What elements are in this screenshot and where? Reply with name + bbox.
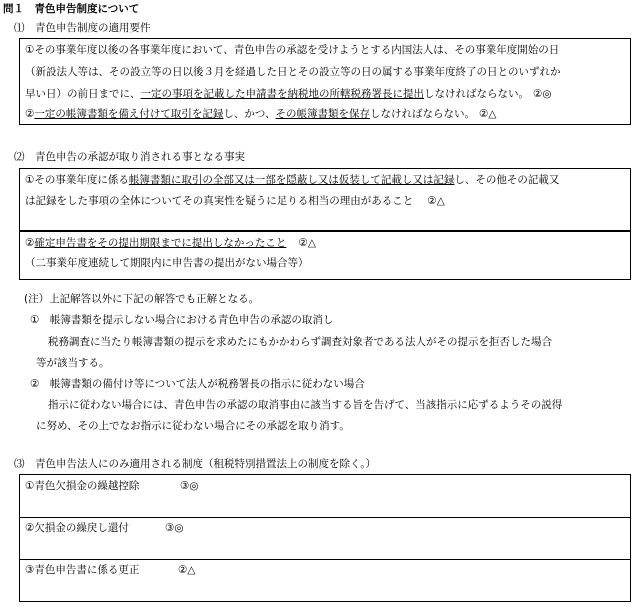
s3-item-1-mark: ③◎ (180, 480, 199, 492)
s1-box1-line1: ①その事業年度以後の各事業年度において、青色申告の承認を受けようとする内国法人は、その事業年度開始の日 (25, 44, 560, 56)
page-title: 問１ 青色申告制度について (3, 3, 140, 15)
s2-box1-line2-text: は記録をした事項の全体についてその真実性を疑うに足りる相当の理由があること (25, 195, 414, 207)
s1-box1-line3-pre: 早い日）の前日までに、 (25, 88, 141, 100)
s2-box1-line1-post: し、その他その記載又 (454, 174, 560, 186)
s1-box2-mid: し、かつ、 (223, 108, 276, 120)
s3-item-2-row (20, 517, 630, 560)
s1-box1-line3-post: しなければならない。 (424, 88, 529, 100)
section-1-box (19, 38, 631, 125)
note-2-body-line2: に努め、その上でなお指示に従わない場合にその承認を取り消す。 (36, 420, 350, 432)
section-2-box-2 (19, 231, 631, 280)
s1-box1-line3 (25, 87, 552, 101)
s2-box1-mark: ②△ (427, 195, 445, 207)
s2-box1-line1-underlined: 帳簿書類に取引の全部又は一部を隠蔽し又は仮装して記載し又は記録 (128, 174, 455, 186)
s1-box1-line3-underlined: 一定の事項を記載した申請書を納税地の所轄税務署長に提出 (140, 88, 424, 100)
section-1-heading: ⑴ 青色申告制度の適用要件 (14, 22, 151, 34)
s2-box2-line1 (25, 236, 316, 250)
s2-box1-line1 (25, 173, 559, 187)
s3-item-3-row (20, 559, 630, 601)
notes-intro: (注）上記解答以外に下記の解答でも正解となる。 (24, 293, 260, 305)
note-2-title: ② 帳簿書類の備付け等について法人が税務署長の指示に従わない場合 (30, 378, 365, 390)
note-1-title: ① 帳簿書類を提示しない場合における青色申告の承認の取消し (30, 314, 334, 326)
section-2-box-1 (19, 168, 631, 231)
s1-box2-pre: ② (25, 108, 35, 120)
s2-box1-line1-pre: ①その事業年度に係る (25, 174, 129, 186)
section-3-box (19, 474, 631, 602)
s3-item-2-text: ②欠損金の繰戻し還付 (25, 522, 129, 534)
s1-box2-underlined-2: その帳簿書類を保存 (275, 108, 371, 120)
s3-item-2-mark: ③◎ (165, 522, 184, 534)
note-1-body-line2: 等が該当する。 (36, 357, 110, 369)
s2-box2-line1-pre: ② (25, 237, 35, 249)
section-2-heading: ⑵ 青色申告の承認が取り消される事となる事実 (14, 151, 245, 163)
s2-box2-line1-underlined: 確定申告書をその提出期限までに提出しなかったこと (34, 237, 287, 249)
s3-item-1-row (20, 475, 630, 518)
s1-box2-post: しなければならない。 (370, 108, 476, 120)
s2-box2-mark: ②△ (298, 237, 316, 249)
note-2-body-line1: 指示に従わない場合には、青色申告の承認の取消事由に該当する旨を告げて、当該指示に応ずるようその説得 (48, 399, 563, 411)
s1-box2-mark: ②△ (479, 108, 497, 120)
s3-item-1-text: ①青色欠損金の繰越控除 (25, 480, 140, 492)
section-3-heading: ⑶ 青色申告法人にのみ適用される制度（租税特別措置法上の制度を除く。） (14, 458, 377, 470)
note-1-body-line1: 税務調査に当たり帳簿書類の提示を求めたにもかかわらず調査対象者である法人がその提示を拒否した場合 (48, 336, 552, 348)
s1-box1-mark: ②◎ (533, 88, 552, 100)
s2-box1-line2 (25, 194, 445, 208)
s1-box1-line2: （新設法人等は、その設立等の日以後３月を経過した日とその設立等の日の属する事業年度終了の日とのいずれか (25, 66, 561, 78)
s2-box2-line2: （二事業年度連続して期限内に申告書の提出がない場合等） (25, 257, 309, 269)
s1-box2-underlined-1: 一定の帳簿書類を備え付けて取引を記録 (34, 108, 224, 120)
s1-box2-line (25, 107, 497, 121)
s3-item-3-text: ③青色申告書に係る更正 (25, 564, 140, 576)
s3-item-3-mark: ②△ (178, 564, 196, 576)
